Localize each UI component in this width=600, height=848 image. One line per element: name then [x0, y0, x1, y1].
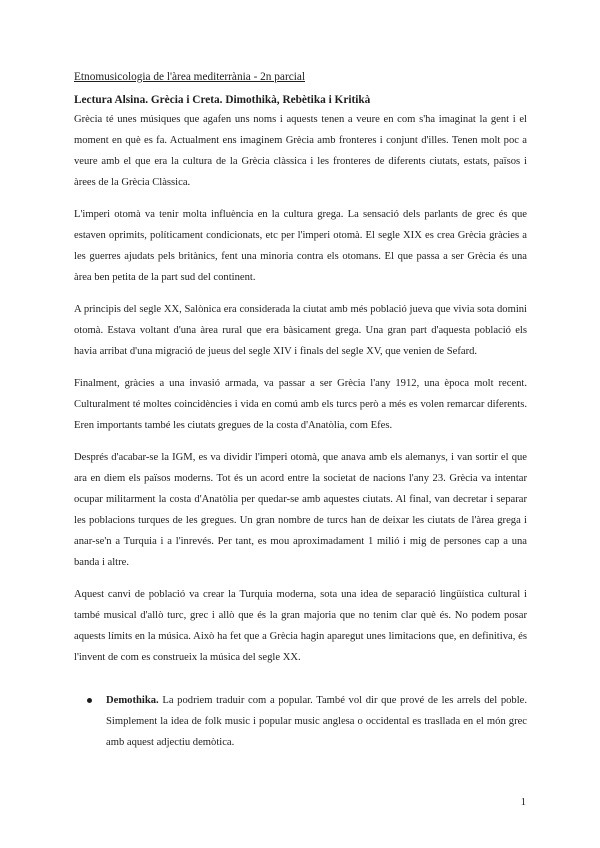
document-title: Etnomusicologia de l'àrea mediterrània - 2n parcial: [74, 71, 306, 83]
paragraph-3: A principis del segle XX, Salònica era considerada la ciutat amb més població jueva que vivia sota domini otomà. Estava voltant d'una àrea rural que era bàsicament grega. Una gran part d'aquesta població els havia arribat d'una migració de jueus del segle XIV i finals del segle XV, que venien de Sefard.: [74, 304, 527, 357]
list-item-term: Demothika.: [106, 695, 159, 706]
paragraph-6: Aquest canvi de població va crear la Turquia moderna, sota una idea de separació lingüística cultural i també musical d'allò turc, grec i allò que és la gran majoria que no tenim clar què és. No podem posar aquests límits en la música. Això ha fet que a Grècia hagin aparegut unes limitacions que, en definitiva, és l'invent de com es construeix la música del segle XX.: [74, 589, 527, 663]
list-item-demothika: [74, 690, 527, 753]
paragraph-1: Grècia té unes músiques que agafen uns noms i aquests tenen a veure en com s'ha imaginat la gent i el moment en què es fa. Actualment ens imaginem Grècia amb fronteres i conjunt d'illes. Tenen molt poc a veure amb el que era la cultura de la Grècia clàssica i les fronteres de diferents ciutats, estats, països i àrees de la Grècia Clàssica.: [74, 114, 527, 188]
list-item-text: La podriem traduir com a popular. També vol dir que prové de les arrels del poble. Simplement la idea de folk music i popular music anglesa o occidental es trasllada en el món grec amb aquest adjectiu demòtica.: [106, 695, 527, 748]
paragraph-4: Finalment, gràcies a una invasió armada, va passar a ser Grècia l'any 1912, una època molt recent. Culturalment té moltes coincidències i vida en comú amb els turcs però a més es volen remarcar diferents. Eren importants també les ciutats gregues de la costa d'Anatòlia, com Efes.: [74, 378, 527, 431]
page-number: 1: [520, 797, 526, 808]
bullet-list: [74, 690, 527, 753]
paragraph-5: Després d'acabar-se la IGM, es va dividir l'imperi otomà, que anava amb els alemanys, i van sortir el que ara en diem els països moderns. Tot és un acord entre la societat de nacions l'any 23. Grècia va intentar ocupar militarment la costa d'Anatòlia per quedar-se amb aquestes ciutats. Al final, van decretar i separar les poblacions turques de les gregues. Un gran nombre de turcs han de deixar les ciutats de l'àrea grega i anar-se'n a Turquia i a l'inrevés. Per tant, es mou aproximadament 1 milió i mig de persones cap a una banda i altre.: [74, 452, 527, 568]
document-page: [74, 70, 527, 753]
bullet-icon: [87, 698, 92, 703]
reading-heading: Lectura Alsina. Grècia i Creta. Dimothikà, Rebètika i Kritikà: [74, 94, 371, 106]
paragraph-2: L'imperi otomà va tenir molta influència en la cultura grega. La sensació dels parlants de grec és que estaven oprimits, políticament condicionats, etc per l'imperi otomà. El segle XIX es crea Grècia gràcies a les guerres ajudats pels britànics, fent una minoria contra els otomans. El que passa a ser Grècia és una àrea ben petita de la part sud del continent.: [74, 209, 527, 283]
